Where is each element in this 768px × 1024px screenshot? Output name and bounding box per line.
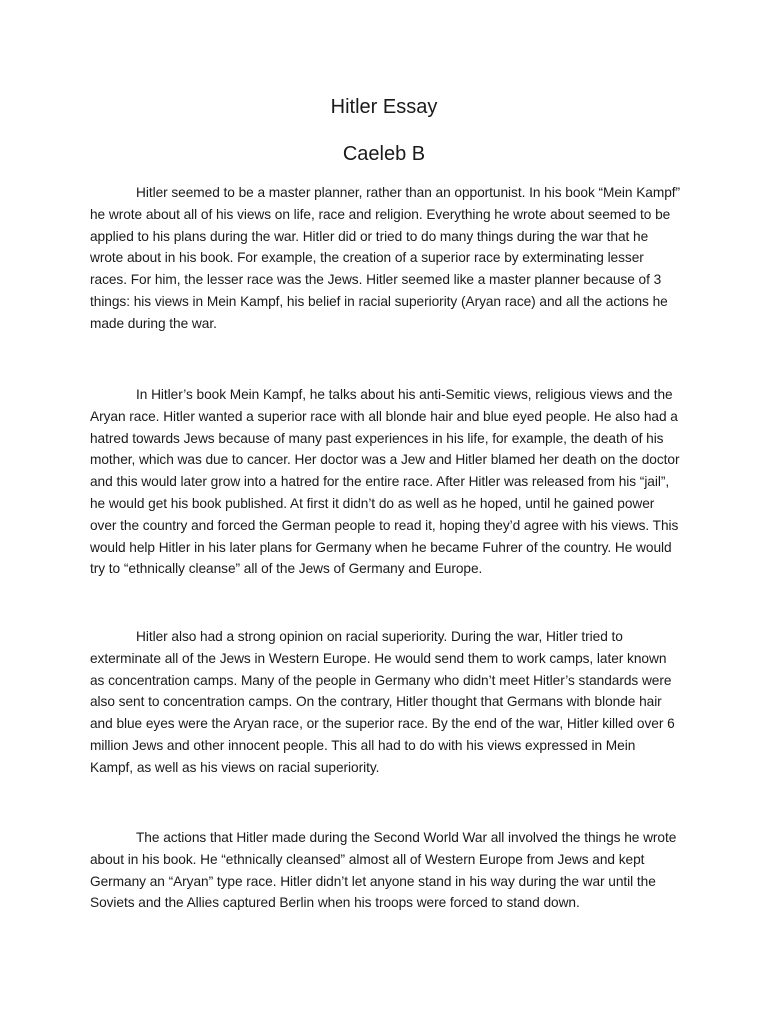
paragraph-2: In Hitler’s book Mein Kampf, he talks about his anti-Semitic views, religious views and the Aryan race. Hitler wanted a superior race with all blonde hair and blue eyed people. He also had a hatred towards Jews because of many past experiences in his life, for example, the death of his mother, which was due to cancer. Her doctor was a Jew and Hitler blamed her death on the doctor and this would later grow into a hatred for the entire race. After Hitler was released from his “jail”, he would get his book published. At first it didn’t do as well as he hoped, until he gained power over the country and forced the German people to read it, hoping they’d agree with his views. This would help Hitler in his later plans for Germany when he became Fuhrer of the country. He would try to “ethnically cleanse” all of the Jews of Germany and Europe. xyxy=(90,387,680,577)
document-author: Caeleb B xyxy=(342,143,426,165)
paragraph-3: Hitler also had a strong opinion on racial superiority. During the war, Hitler tried to exterminate all of the Jews in Western Europe. He would send them to work camps, later known as concentration camps. Many of the people in Germany who didn’t meet Hitler’s standards were also sent to concentration camps. On the contrary, Hitler thought that Germans with blonde hair and blue eyes were the Aryan race, or the superior race. By the end of the war, Hitler killed over 6 million Jews and other innocent people. This all had to do with his views expressed in Mein Kampf, as well as his views on racial superiority. xyxy=(90,629,675,775)
paragraph-4: The actions that Hitler made during the Second World War all involved the things he wrote about in his book. He “ethnically cleansed” almost all of Western Europe from Jews and kept Germany an “Aryan” type race. Hitler didn’t let anyone stand in his way during the war until the Soviets and the Allies captured Berlin when his troops were forced to stand down. xyxy=(90,830,677,911)
document-title: Hitler Essay xyxy=(330,96,438,118)
paragraph-1: Hitler seemed to be a master planner, rather than an opportunist. In his book “Mein Kampf” he wrote about all of his views on life, race and religion. Everything he wrote about seemed to be applied to his plans during the war. Hitler did or tried to do many things during the war that he wrote about in his book. For example, the creation of a superior race by exterminating lesser races. For him, the lesser race was the Jews. Hitler seemed like a master planner because of 3 things: his views in Mein Kampf, his belief in racial superiority (Aryan race) and all the actions he made during the war. xyxy=(90,185,681,331)
